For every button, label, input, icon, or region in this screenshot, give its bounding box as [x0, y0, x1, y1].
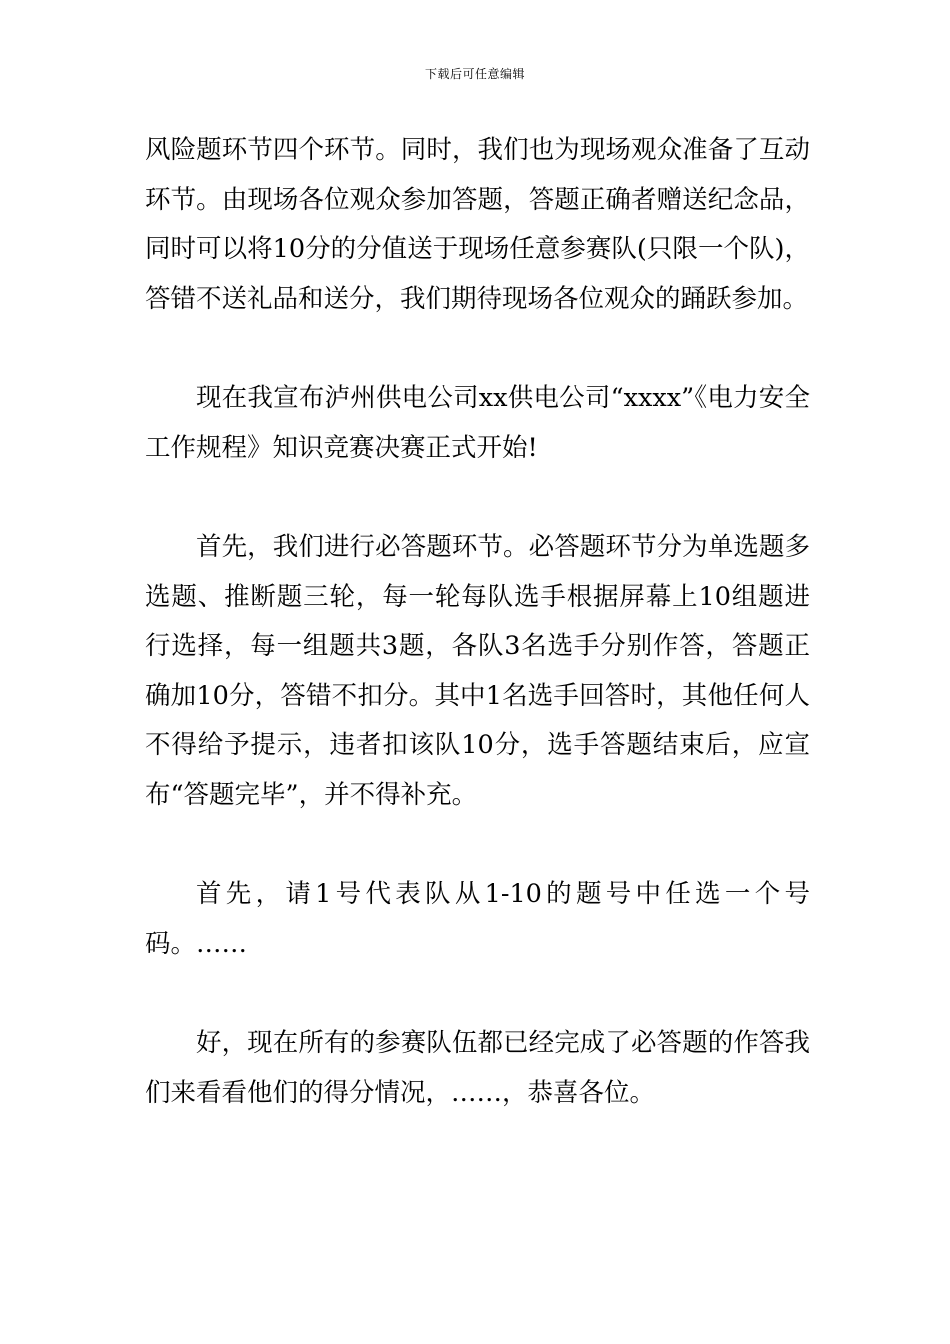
- paragraph-rules-intro: 风险题环节四个环节。同时，我们也为现场观众准备了互动环节。由现场各位观众参加答题，答题正确者赠送纪念品，同时可以将10分的分值送于现场任意参赛队(只限一个队)，答错不送礼品和送分，我们期待现场各位观众的踊跃参加。: [145, 135, 810, 314]
- document-body: [145, 126, 810, 1118]
- paragraph-spacer: [145, 324, 810, 374]
- page-header-note: 下载后可任意编辑: [424, 67, 525, 81]
- paragraph-team-selection: 首先，请1号代表队从1-10的题号中任选一个号码。……: [145, 879, 810, 959]
- paragraph-spacer: [145, 473, 810, 523]
- paragraph-spacer: [145, 969, 810, 1019]
- paragraph-opening-announcement: 现在我宣布泸州供电公司xx供电公司“xxxx”《电力安全工作规程》知识竞赛决赛正式开始!: [145, 383, 810, 463]
- paragraph-spacer: [145, 820, 810, 870]
- paragraph-score-summary: 好，现在所有的参赛队伍都已经完成了必答题的作答我们来看看他们的得分情况，……，恭喜各位。: [145, 1028, 810, 1108]
- paragraph-required-questions: 首先，我们进行必答题环节。必答题环节分为单选题多选题、推断题三轮，每一轮每队选手根据屏幕上10组题进行选择，每一组题共3题，各队3名选手分别作答，答题正确加10分，答错不扣分。其中1名选手回答时，其他任何人不得给予提示，违者扣该队10分，选手答题结束后，应宣布“答题完毕”，并不得补充。: [145, 532, 810, 810]
